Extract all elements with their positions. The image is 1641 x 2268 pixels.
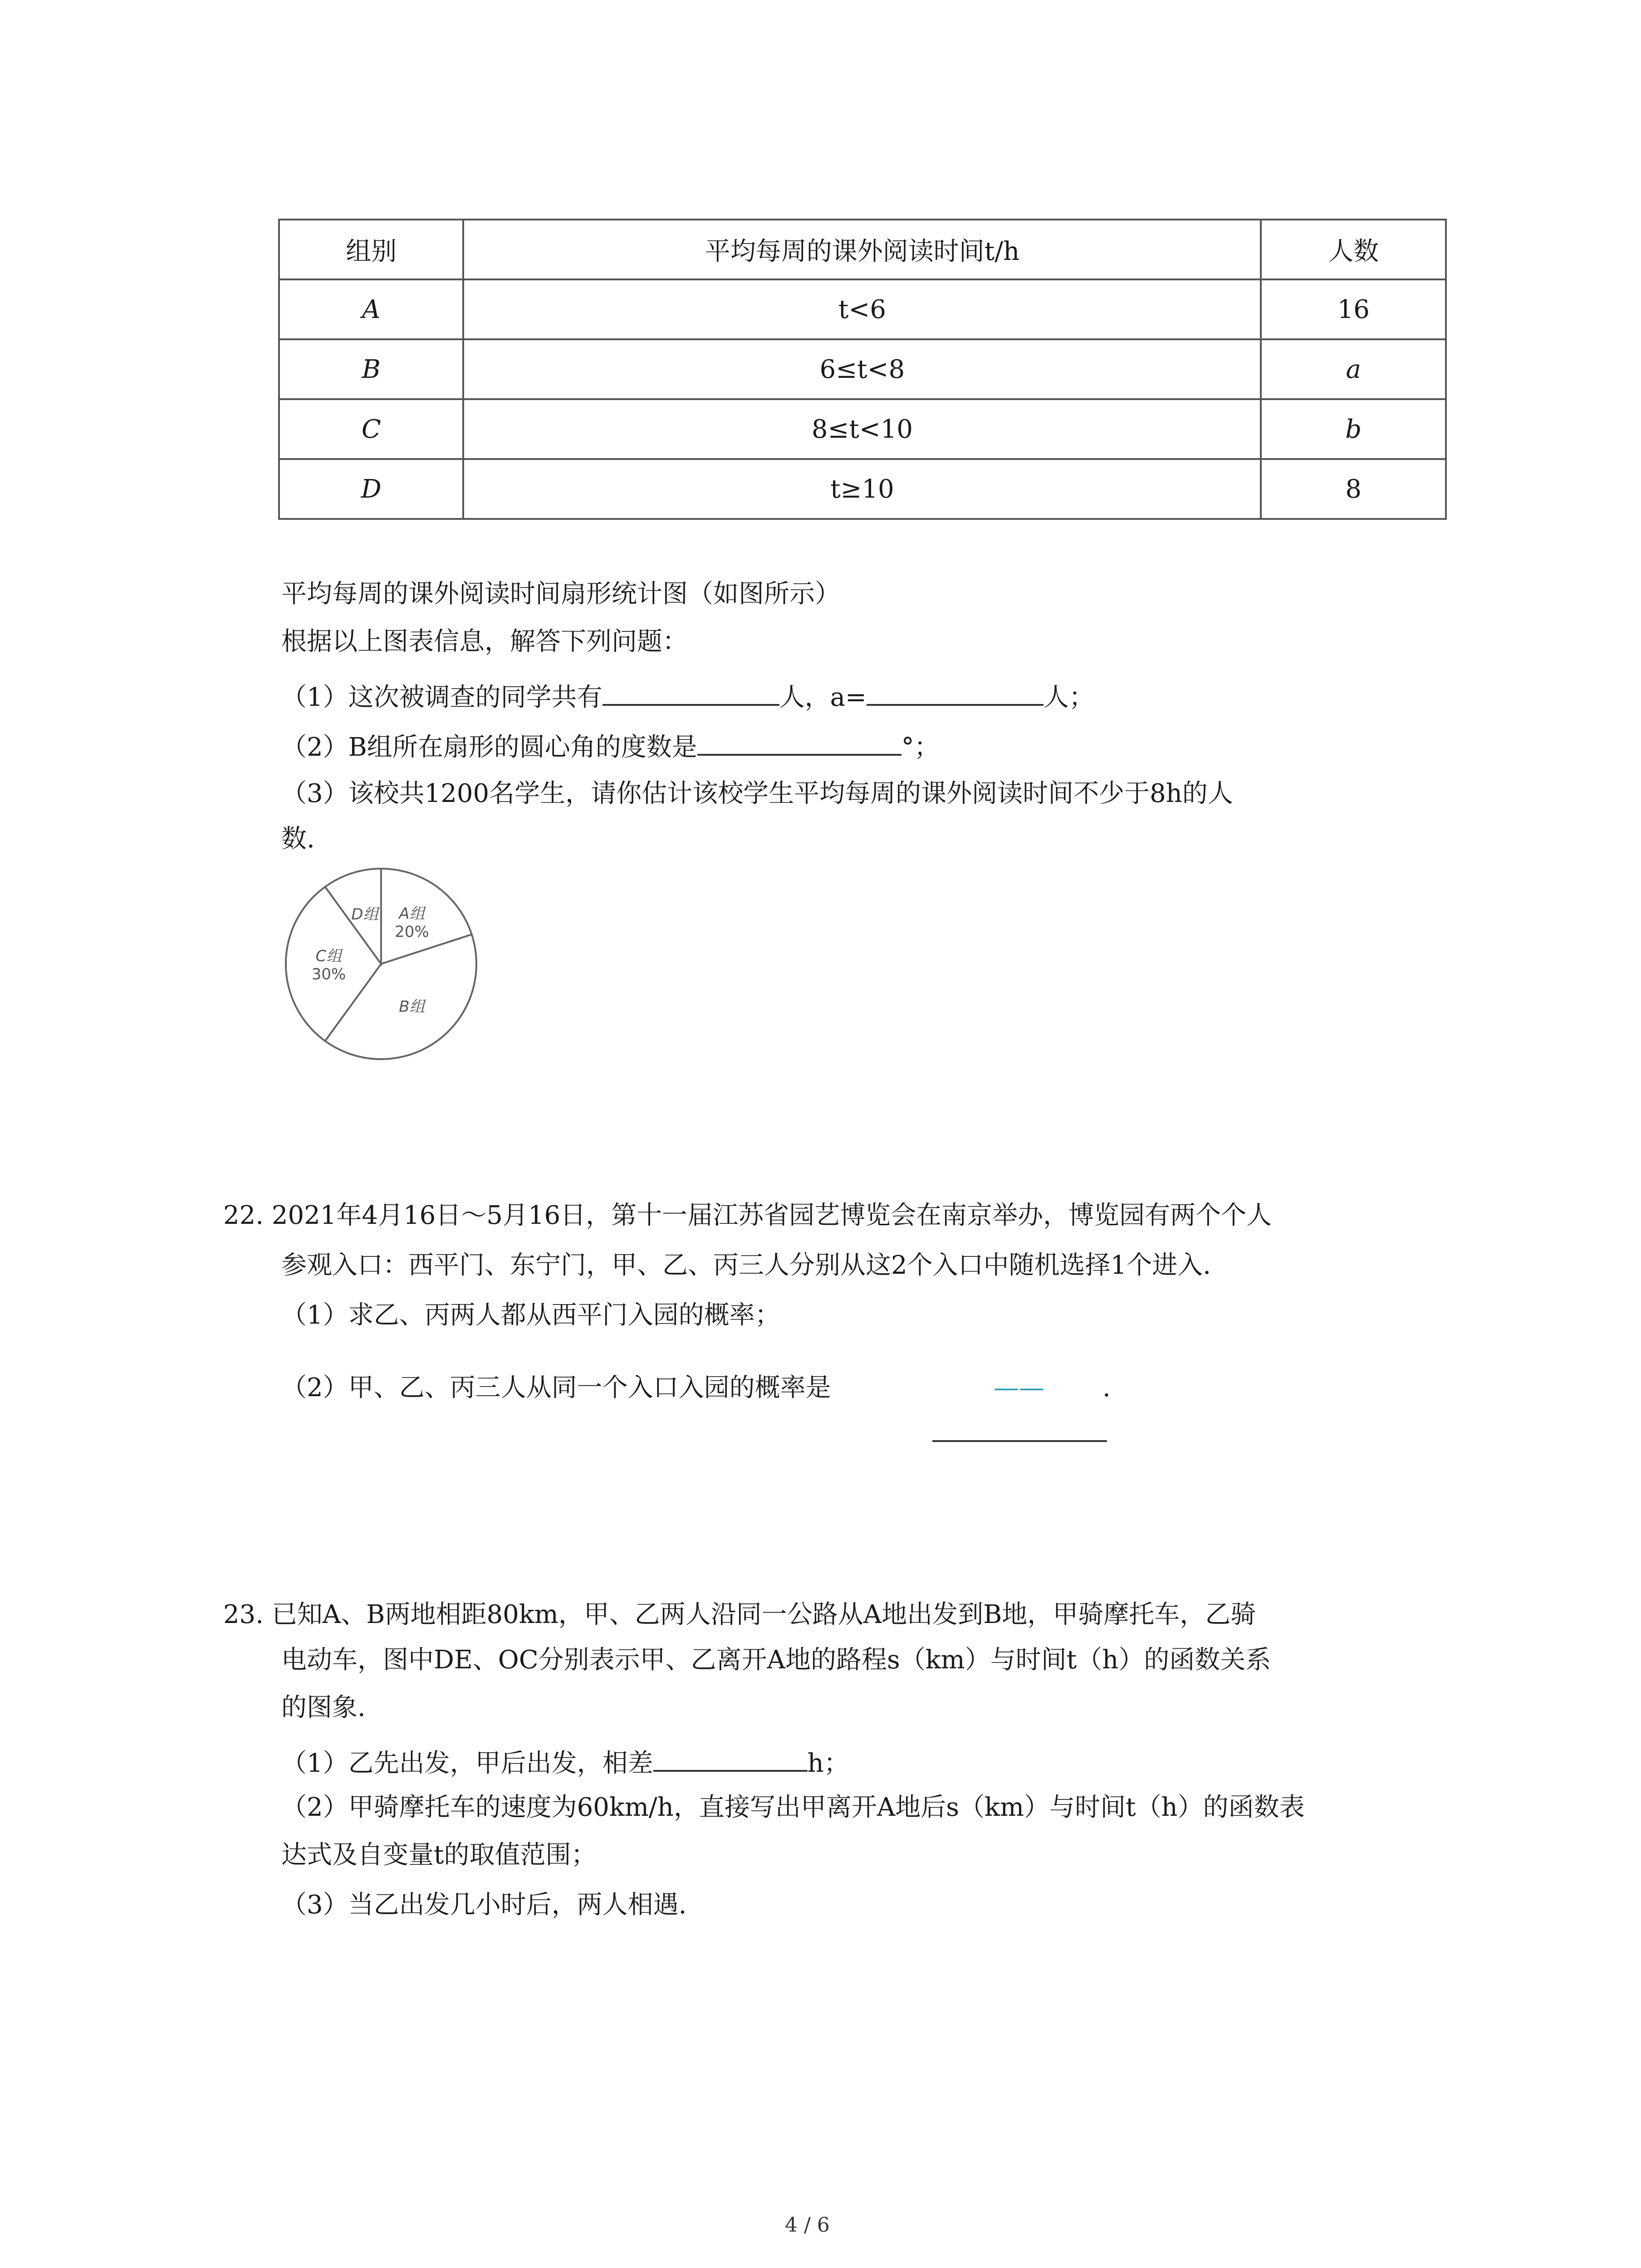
q22-period: . [1102, 1373, 1111, 1403]
page-number: 4 / 6 [785, 2214, 830, 2237]
cell-count: a [1261, 339, 1446, 399]
cell-group: B [279, 339, 463, 399]
pie-slice-label: D组 [351, 905, 379, 924]
q21-p1-text-a: （1）这次被调查的同学共有 [281, 683, 603, 712]
q23-p1-text-a: （1）乙先出发，甲后出发，相差 [281, 1749, 653, 1778]
cell-count: 8 [1261, 459, 1446, 519]
reading-time-table [278, 219, 1447, 520]
table-row [279, 459, 1446, 519]
cell-time: t≥10 [463, 459, 1261, 519]
header-time: 平均每周的课外阅读时间t/h [463, 220, 1261, 279]
table-header-row [279, 220, 1446, 279]
pie-slice-label: B组 [399, 997, 425, 1016]
q21-part3-line1: （3）该校共1200名学生，请你估计该校学生平均每周的课外阅读时间不少于8h的人 [281, 779, 1233, 808]
table-row [279, 339, 1446, 399]
pie-slice-label: A组 [399, 904, 425, 923]
q23-part2-line2: 达式及自变量t的取值范围； [281, 1840, 597, 1870]
q21-intro: 根据以上图表信息，解答下列问题： [281, 627, 688, 656]
q23-line2: 电动车，图中DE、OC分别表示甲、乙离开A地的路程s（km）与时间t（h）的函数关系 [281, 1645, 1271, 1675]
cell-count: b [1261, 399, 1446, 459]
cell-group: A [279, 279, 463, 339]
answer-blank-a [867, 671, 1043, 706]
q22-part1: （1）求乙、丙两人都从西平门入园的概率； [281, 1300, 780, 1330]
answer-blank-time-gap [653, 1737, 808, 1772]
q23-line3: 的图象. [281, 1693, 366, 1722]
q23-line1: 23. 已知A、B两地相距80km，甲、乙两人沿同一公路从A地出发到B地，甲骑摩托车，乙骑 [223, 1600, 1256, 1629]
chart-caption: 平均每周的课外阅读时间扇形统计图（如图所示） [281, 579, 840, 609]
q21-part2 [281, 721, 940, 770]
q22-part2: （2）甲、乙、丙三人从同一个入口入园的概率是 [281, 1373, 831, 1403]
pie-slice-label: C组 [315, 947, 342, 965]
header-group: 组别 [279, 220, 463, 279]
q21-part3-line2: 数. [281, 824, 315, 854]
cell-group: D [279, 459, 463, 519]
cell-group: C [279, 399, 463, 459]
q23-part3: （3）当乙出发几小时后，两人相遇. [281, 1890, 687, 1920]
q22-dash: —— [994, 1373, 1044, 1403]
q21-p1-text-b: 人，a= [779, 683, 867, 712]
table-row [279, 279, 1446, 339]
q23-p1-text-b: h； [807, 1749, 849, 1778]
pie-slice-percent: 20% [395, 923, 429, 941]
q23-part2-line1: （2）甲骑摩托车的速度为60km/h，直接写出甲离开A地后s（km）与时间t（h）的函数表 [281, 1793, 1305, 1822]
reading-time-pie-chart [272, 857, 490, 1070]
q21-p2-text-a: （2）B组所在扇形的圆心角的度数是 [281, 733, 697, 762]
q23-part1 [281, 1737, 849, 1786]
q22-line1: 22. 2021年4月16日～5月16日，第十一届江苏省园艺博览会在南京举办，博览园有两个个人 [223, 1201, 1272, 1230]
q21-part1 [281, 671, 1094, 720]
cell-count: 16 [1261, 279, 1446, 339]
table-row [279, 399, 1446, 459]
cell-time: t<6 [463, 279, 1261, 339]
q22-line2: 参观入口：西平门、东宁门，甲、乙、丙三人分别从这2个入口中随机选择1个进入. [281, 1251, 1211, 1280]
answer-blank-total [603, 671, 779, 706]
answer-blank-angle [697, 721, 901, 756]
q21-p1-text-c: 人； [1043, 683, 1094, 712]
q21-p2-text-b: °； [901, 733, 940, 762]
cell-time: 6≤t<8 [463, 339, 1261, 399]
cell-time: 8≤t<10 [463, 399, 1261, 459]
header-count: 人数 [1261, 220, 1446, 279]
answer-blank-probability [932, 1440, 1107, 1442]
pie-slice-percent: 30% [311, 965, 346, 983]
